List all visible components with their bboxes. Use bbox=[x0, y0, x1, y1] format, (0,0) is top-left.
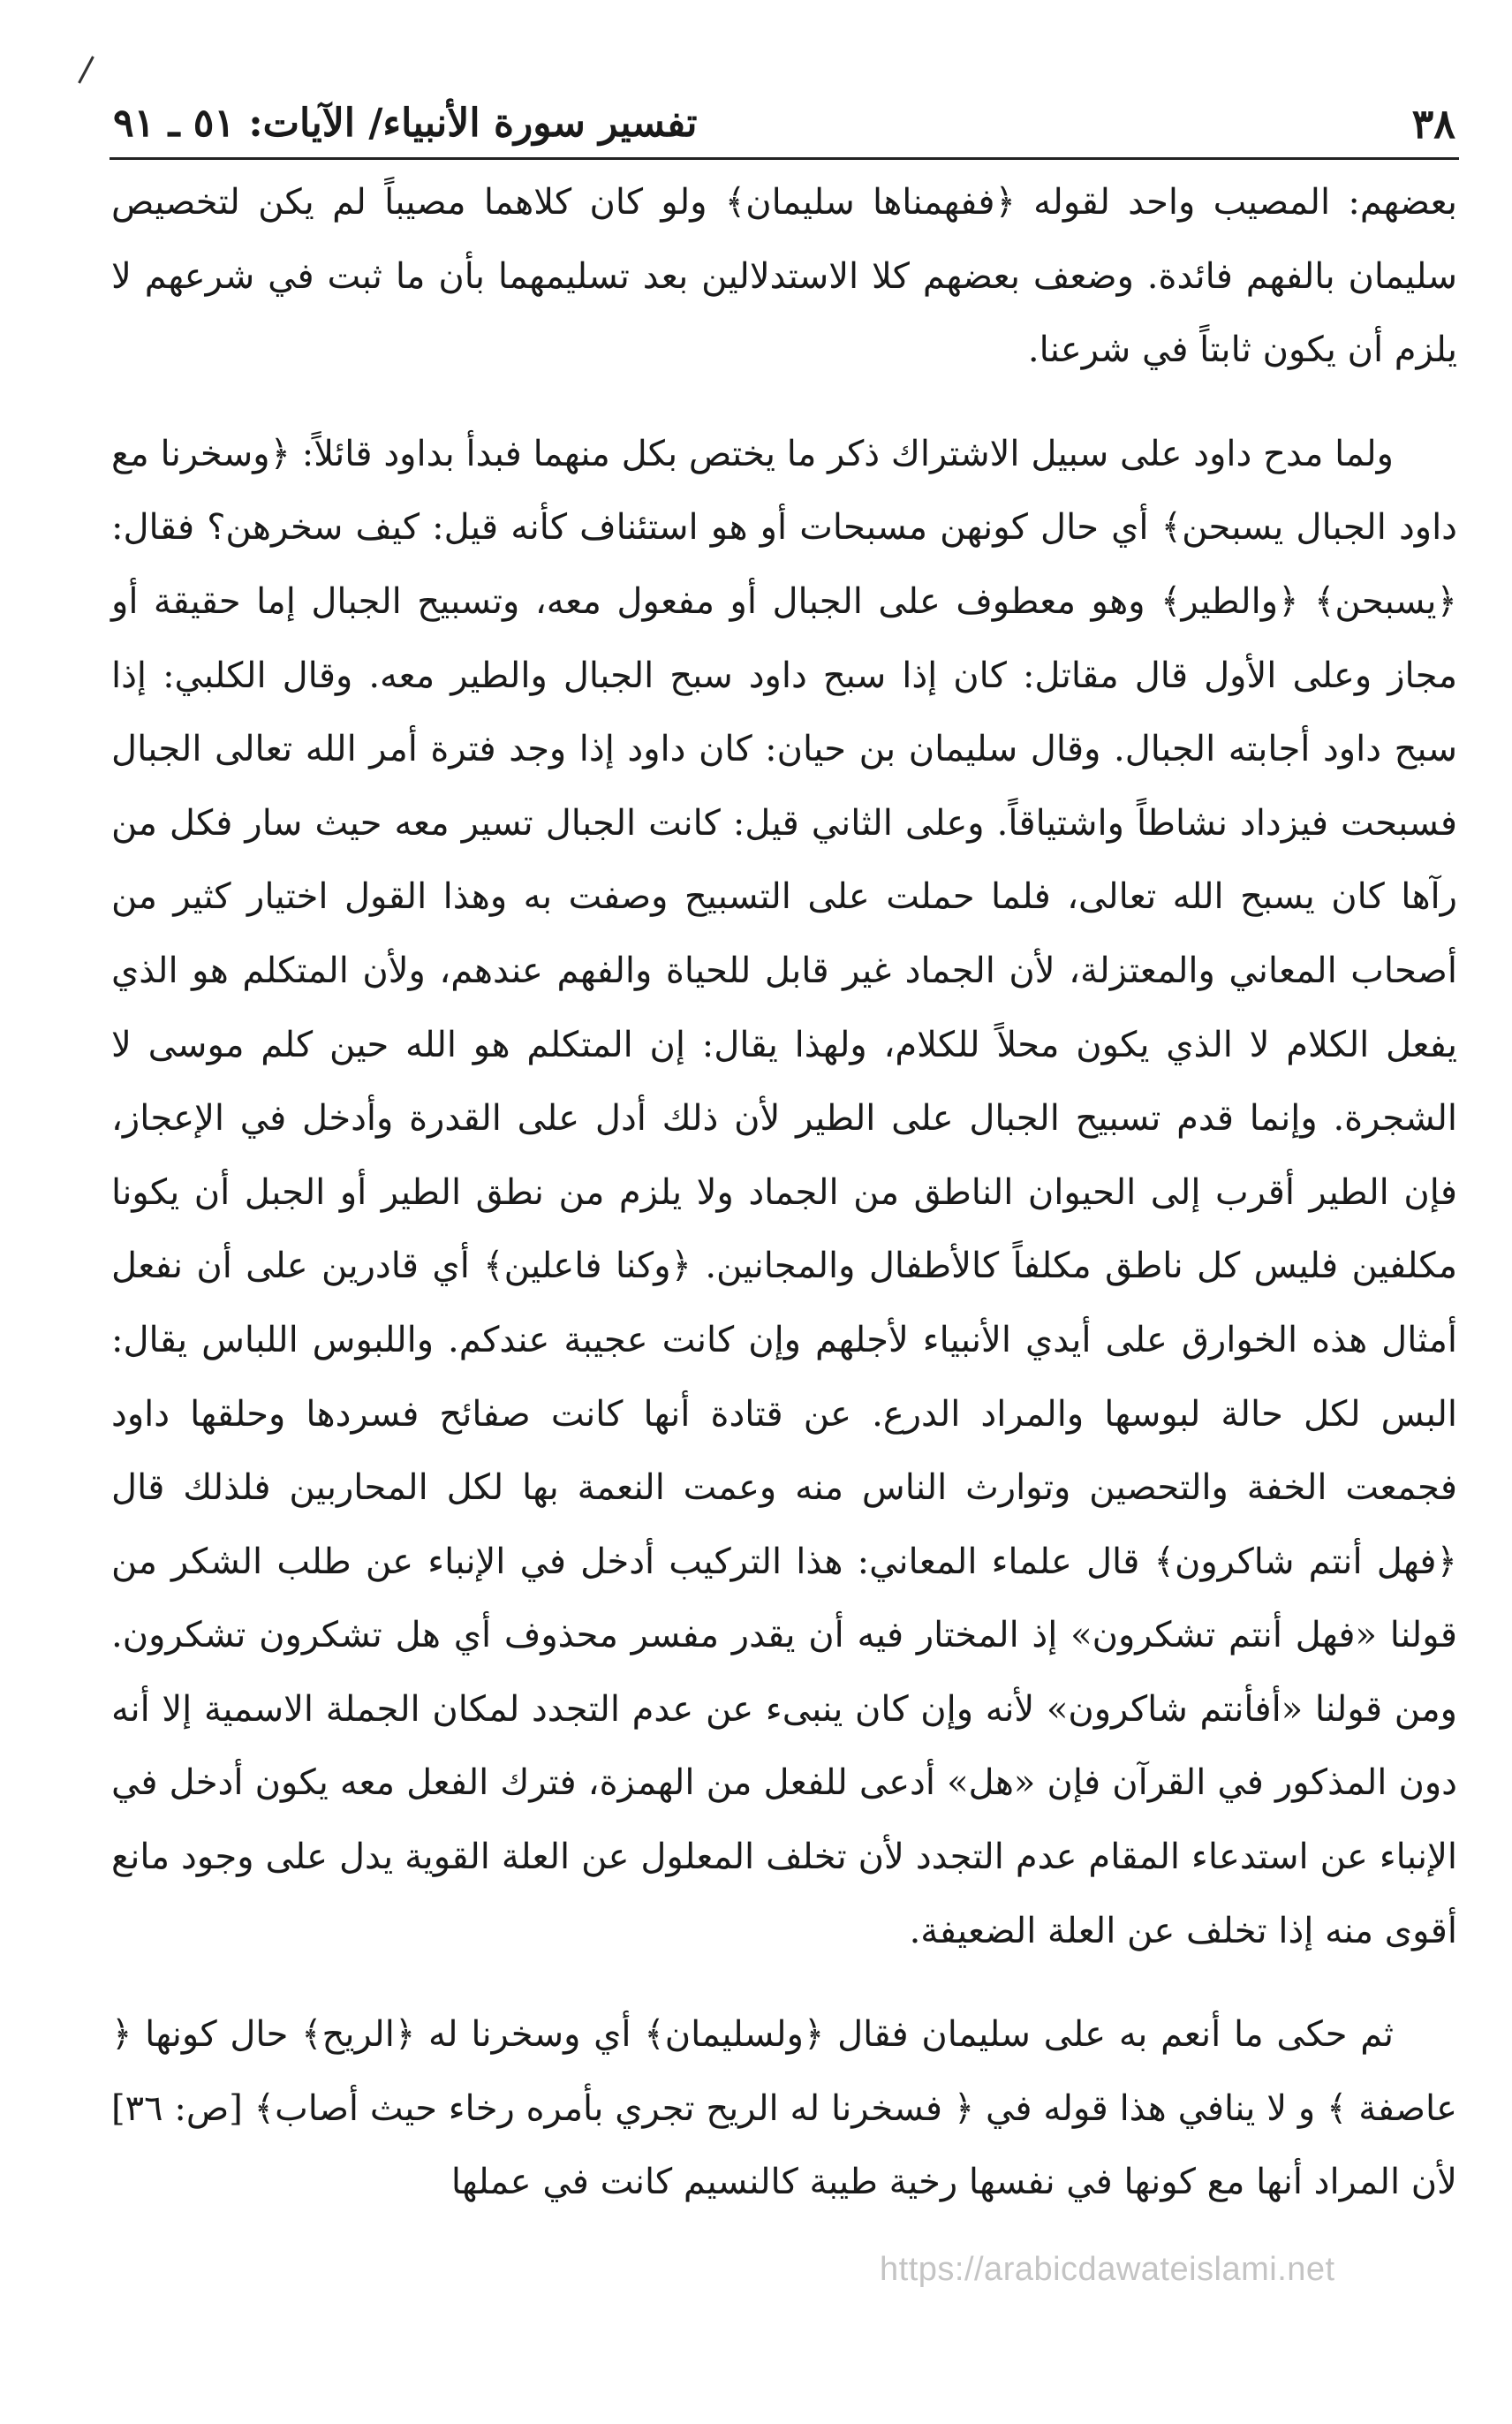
pen-mark bbox=[78, 56, 94, 83]
paragraph-2: ولما مدح داود على سبيل الاشتراك ذكر ما يختص بكل منهما فبدأ بداود قائلاً: ﴿وسخرنا مع داود الجبال يسبحن﴾ أي حال كونهن مسبحات أو هو استئناف كأنه قيل: كيف سخرهن؟ فقال: ﴿يسبحن﴾ ﴿والطير﴾ وهو معطوف على الجبال أو مفعول معه، وتسبيح الجبال إما حقيقة أو مجاز وعلى الأول قال مقاتل: كان إذا سبح داود سبح الجبال والطير معه. وقال الكلبي: إذا سبح داود أجابته الجبال. وقال سليمان بن حيان: كان داود إذا وجد فترة أمر الله تعالى الجبال فسبحت فيزداد نشاطاً واشتياقاً. وعلى الثاني قيل: كانت الجبال تسير معه حيث سار فكل من رآها كان يسبح الله تعالى، فلما حملت على التسبيح وصفت به وهذا القول اختيار كثير من أصحاب المعاني والمعتزلة، لأن الجماد غير قابل للحياة والفهم عندهم، ولأن المتكلم هو الذي يفعل الكلام لا الذي يكون محلاً للكلام، ولهذا يقال: إن المتكلم هو الله حين كلم موسى لا الشجرة. وإنما قدم تسبيح الجبال على الطير لأن ذلك أدل على القدرة وأدخل في الإعجاز، فإن الطير أقرب إلى الحيوان الناطق من الجماد ولا يلزم من نطق الطير أو الجبل أن يكونا مكلفين فليس كل ناطق مكلفاً كالأطفال والمجانين. ﴿وكنا فاعلين﴾ أي قادرين على أن نفعل أمثال هذه الخوارق على أيدي الأنبياء لأجلهم وإن كانت عجيبة عندكم. واللبوس اللباس يقال: البس لكل حالة لبوسها والمراد الدرع. عن قتادة أنها كانت صفائح فسردها وحلقها داود فجمعت الخفة والتحصين وتوارث الناس منه وعمت النعمة بها لكل المحاربين فلذلك قال ﴿فهل أنتم شاكرون﴾ قال علماء المعاني: هذا التركيب أدخل في الإنباء عن طلب الشكر من قولنا «فهل أنتم تشكرون» إذ المختار فيه أن يقدر مفسر محذوف أي هل تشكرون تشكرون. ومن قولنا «أفأنتم شاكرون» لأنه وإن كان ينبىء عن عدم التجدد لمكان الجملة الاسمية إلا أنه دون المذكور في القرآن فإن «هل» أدعى للفعل من الهمزة، فترك الفعل معه يكون أدخل في الإنباء عن استدعاء المقام عدم التجدد لأن تخلف المعلول عن العلة القوية يدل على وجود مانع أقوى منه إذا تخلف عن العلة الضعيفة. bbox=[111, 433, 1457, 1951]
watermark-url: https://arabicdawateislami.net bbox=[880, 2251, 1335, 2288]
header-divider bbox=[110, 157, 1459, 160]
running-title: تفسير سورة الأنبياء/ الآيات: ٥١ ـ ٩١ bbox=[113, 101, 698, 146]
paragraph-1: بعضهم: المصيب واحد لقوله ﴿ففهمناها سليمان﴾ ولو كان كلاهما مصيباً لم يكن لتخصيص سليمان بالفهم فائدة. وضعف بعضهم كلا الاستدلالين بعد تسليمهما بأن ما ثبت في شرعهم لا يلزم أن يكون ثابتاً في شرعنا. bbox=[111, 182, 1457, 371]
page-header bbox=[113, 93, 1455, 163]
paragraph-3: ثم حكى ما أنعم به على سليمان فقال ﴿ولسليمان﴾ أي وسخرنا له ﴿الريح﴾ حال كونها ﴿ عاصفة ﴾ و لا ينافي هذا قوله في ﴿ فسخرنا له الريح تجري بأمره رخاء حيث أصاب﴾ [ص: ٣٦] لأن المراد أنها مع كونها في نفسها رخية طيبة كالنسيم كانت في عملها bbox=[111, 2014, 1457, 2203]
page-number: ٣٨ bbox=[1411, 100, 1455, 148]
body-text bbox=[111, 166, 1457, 2220]
